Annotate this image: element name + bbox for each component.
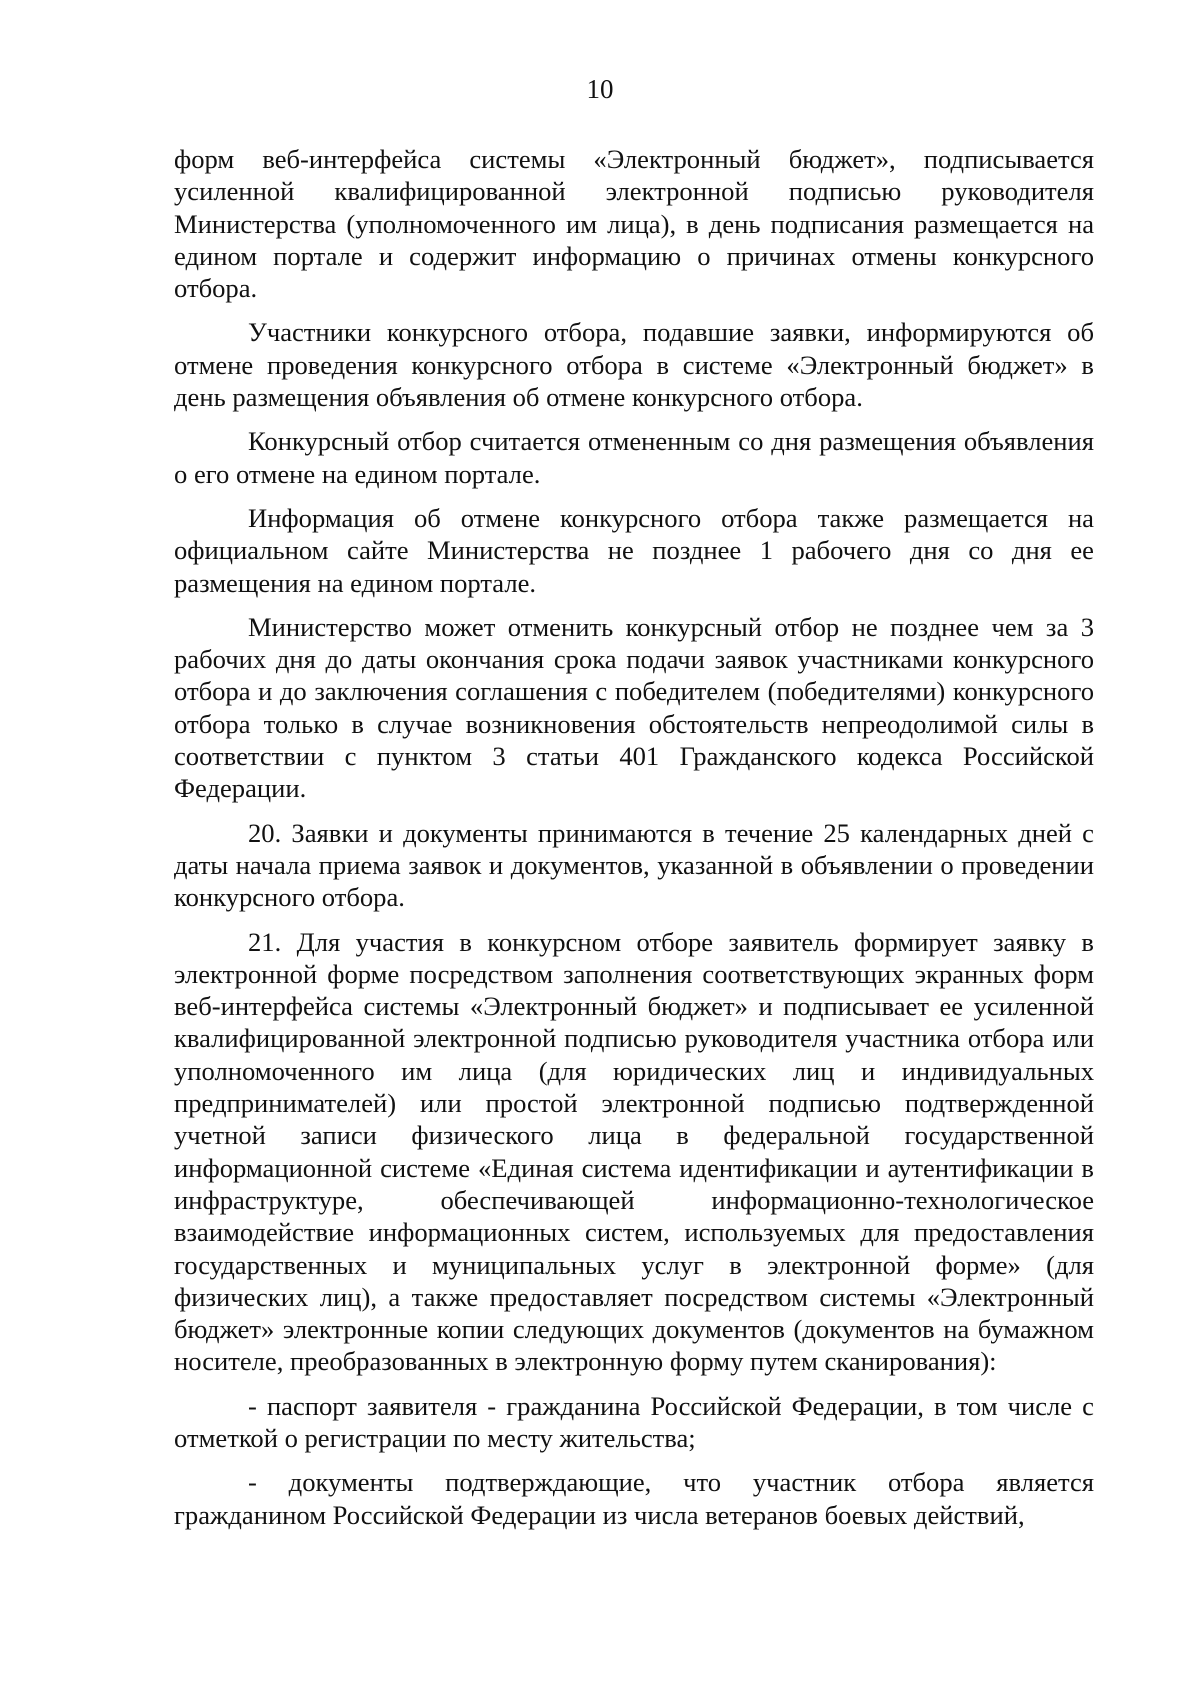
paragraph-selection-cancelled-date: Конкурсный отбор считается отмененным со дня размещения объявления о его отмене на едином портале. <box>174 426 1094 489</box>
page-number: 10 <box>586 74 614 104</box>
list-item-passport: - паспорт заявителя - гражданина Российской Федерации, в том числе с отметкой о регистрации по месту жительства; <box>174 1390 1094 1453</box>
paragraph-item-21: 21. Для участия в конкурсном отборе заявитель формирует заявку в электронной форме посредством заполнения соответствующих экранных форм веб-интерфейса системы «Электронный бюджет» и подписывает ее усиленной квалифицированной электронной подписью руководителя участника отбора или уполномоченного им лица (для юридических лиц и индивидуальных предпринимателей) или простой электронной подписью подтвержденной учетной записи физического лица в федеральной государственной информационной системе «Единая система идентификации и аутентификации в инфраструктуре, обеспечивающей информационно-технологическое взаимодействие информационных систем, используемых для предоставления государственных и муниципальных услуг в электронной форме» (для физических лиц), а также предоставляет посредством системы «Электронный бюджет» электронные копии следующих документов (документов на бумажном носителе, преобразованных в электронную форму путем сканирования): <box>174 926 1094 1377</box>
paragraph-official-site-info: Информация об отмене конкурсного отбора также размещается на официальном сайте Министерства не позднее 1 рабочего дня со дня ее размещения на едином портале. <box>174 502 1094 598</box>
paragraph-participants-informed: Участники конкурсного отбора, подавшие заявки, информируются об отмене проведения конкурсного отбора в системе «Электронный бюджет» в день размещения объявления об отмене конкурсного отбора. <box>174 317 1094 413</box>
paragraph-item-20: 20. Заявки и документы принимаются в течение 25 календарных дней с даты начала приема заявок и документов, указанной в объявлении о проведении конкурсного отбора. <box>174 817 1094 913</box>
paragraph-cancellation-notice-end: форм веб-интерфейса системы «Электронный бюджет», подписывается усиленной квалифицированной электронной подписью руководителя Министерства (уполномоченного им лица), в день подписания размещается на едином портале и содержит информацию о причинах отмены конкурсного отбора. <box>174 144 1094 304</box>
paragraph-force-majeure: Министерство может отменить конкурсный отбор не позднее чем за 3 рабочих дня до даты окончания срока подачи заявок участниками конкурсного отбора и до заключения соглашения с победителем (победителями) конкурсного отбора только в случае возникновения обстоятельств непреодолимой силы в соответствии с пунктом 3 статьи 401 Гражданского кодекса Российской Федерации. <box>174 611 1094 804</box>
document-body <box>174 143 1094 1543</box>
list-item-veteran-documents: - документы подтверждающие, что участник отбора является гражданином Российской Федерации из числа ветеранов боевых действий, <box>174 1467 1094 1530</box>
